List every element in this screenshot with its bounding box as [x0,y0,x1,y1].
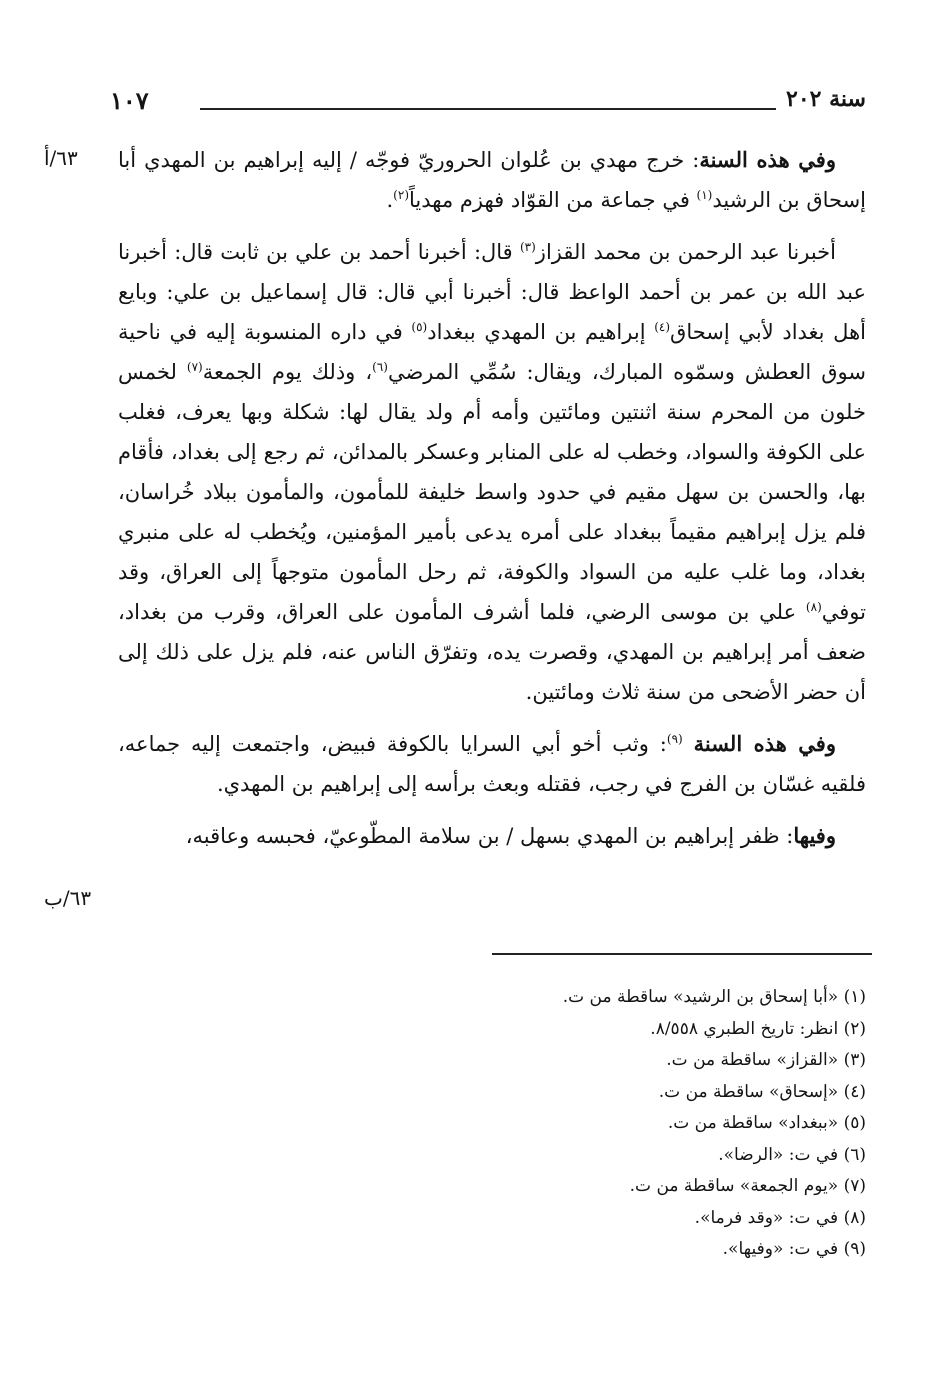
text-segment: : خرج مهدي بن عُلوان الحروريّ فوجّه / إليه إبراهيم بن المهدي أبا إسحاق بن الرشيد [118,148,866,212]
text-segment: علي بن موسى الرضي، فلما أشرف المأمون على العراق، وقرب من بغداد، ضعف أمر إبراهيم بن المهدي، وقصرت يده، وتفرّق الناس عنه، فلم يزل على ذلك إلى أن حضر الأضحى من سنة ثلاث ومائتين. [118,600,866,704]
footnote: (٦) في ت: «الرضا». [718,1144,866,1165]
footnote-ref: (٥) [411,320,428,334]
footnote-ref: (٩) [666,732,683,746]
footnote: (٥) «ببغداد» ساقطة من ت. [667,1113,866,1133]
running-head: سنة ٢٠٢ [786,86,866,112]
page-header [110,84,866,124]
text-segment: لخمس خلون من المحرم سنة اثنتين ومائتين وأمه أم ولد يقال لها: شكلة وبها يعرف، فغلب على الكوفة والسواد، وخطب له على المنابر وعسكر بالمدائن، ثم رجع إلى بغداد، فأقام بها، والحسن بن سهل مقيم في حدود واسط خليفة للمأمون، والمأمون ببلاد خُراسان، فلم يزل إبراهيم مقيماً ببغداد على أمره يدعى بأمير المؤمنين، ويُخطب له على منبري بغداد، وما غلب عليه من السواد والكوفة، ثم رحل المأمون متوجهاً إلى العراق، وقد توفي [118,360,866,624]
paragraph-lead: وفيها [793,823,836,848]
footnote-ref: (٣) [519,240,536,254]
paragraph [118,232,866,712]
footnote: (٢) انظر: تاريخ الطبري ٨/٥٥٨. [650,1018,866,1039]
footnote: (٩) في ت: «وفيها». [722,1239,866,1259]
paragraph-lead: وفي هذه السنة [699,147,836,172]
paragraph [118,140,866,220]
margin-folio-note: ٦٣/ب [44,886,92,910]
footnote-separator [492,953,872,955]
page-number: ١٠٧ [110,86,149,115]
paragraph [118,724,866,804]
text-segment: إبراهيم بن المهدي ببغداد [427,320,655,344]
footnote-ref: (١) [696,188,713,202]
footnote: (٧) «يوم الجمعة» ساقطة من ت. [629,1176,866,1196]
text-segment: أخبرنا عبد الرحمن بن محمد القزاز [535,240,836,264]
text-segment: . [386,188,394,212]
text-segment [683,732,694,756]
main-text [118,140,866,868]
footnote: (٣) «القزاز» ساقطة من ت. [666,1050,866,1070]
footnotes [300,982,866,1266]
margin-folio-note: ٦٣/أ [44,146,78,170]
text-segment: ، وذلك يوم الجمعة [202,360,373,384]
footnote-ref: (٦) [372,360,388,374]
text-segment: في داره المنسوبة إليه في ناحية سوق العطش وسمّوه المبارك، ويقال: سُمِّي المرضي [118,320,866,384]
text-segment: في جماعة من القوّاد فهزم مهدياً [409,188,697,212]
text-segment: : ظفر إبراهيم بن المهدي بسهل / بن سلامة المطّوعيّ، فحبسه وعاقبه، [185,824,794,848]
footnote-ref: (٧) [186,360,203,374]
footnote: (٤) «إسحاق» ساقطة من ت. [658,1081,866,1102]
footnote: (٨) في ت: «وقد فرما». [694,1207,866,1228]
text-segment: قال: أخبرنا أحمد بن علي بن ثابت قال: أخبرنا عبد الله بن عمر بن أحمد الواعظ قال: أخبرنا أبي قال: قال إسماعيل بن علي: وبايع أهل بغداد لأبي إسحاق [118,240,866,344]
footnote: (١) «أبا إسحاق بن الرشيد» ساقطة من ت. [562,987,866,1007]
paragraph [118,816,866,856]
footnote-ref: (٢) [393,188,409,202]
text-segment: : وثب أخو أبي السرايا بالكوفة فبيض، واجتمعت إليه جماعه، فلقيه غسّان بن الفرج في رجب، فقتله وبعث برأسه إلى إبراهيم بن المهدي. [118,732,866,796]
footnote-ref: (٤) [654,320,671,334]
paragraph-lead: وفي هذه السنة [693,731,836,756]
header-rule [200,108,776,110]
footnote-ref: (٨) [805,600,822,614]
